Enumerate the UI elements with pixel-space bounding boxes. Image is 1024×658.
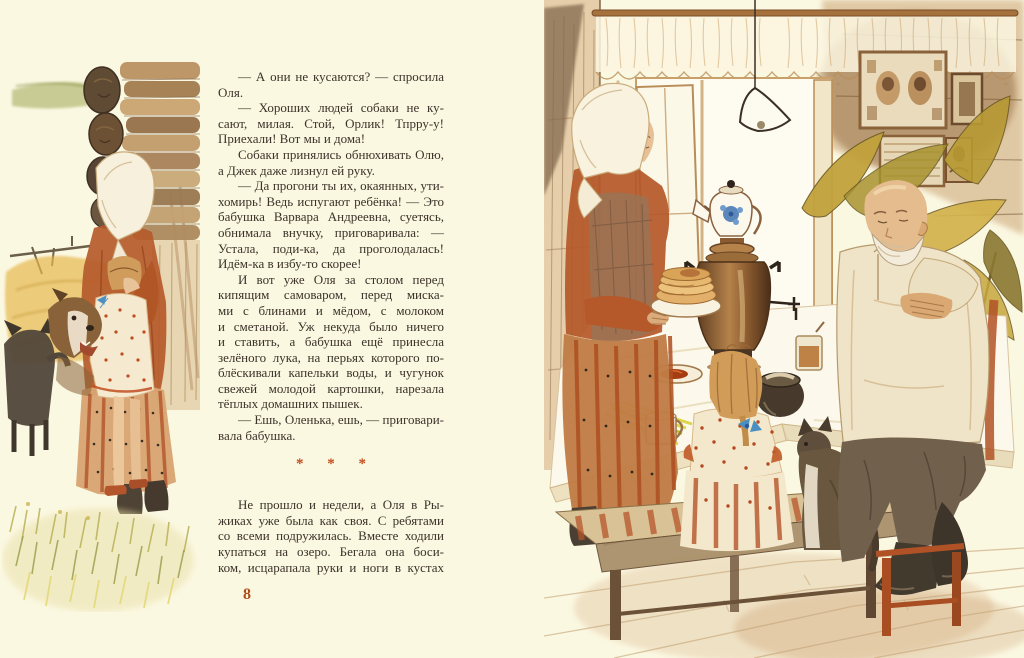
text-line: купаться на озеро. Бегала она боси-: [218, 544, 444, 560]
left-illustration: [2, 60, 202, 612]
text-line: ми с блинами и мёдом, с молоком: [218, 302, 444, 318]
text-line: Устала, поди-ка, да проголодалась!: [218, 240, 444, 256]
text-line: — А они не кусаются? — спросила: [238, 69, 444, 84]
text-line: обнимала внучку, приговаривала: —: [218, 224, 444, 240]
text-line: сают, милая. Стой, Орлик! Тпрру-у!: [218, 115, 444, 131]
text-line: бабушка Варвара Андреевна, суетясь,: [218, 209, 444, 225]
chair-back: [990, 300, 995, 460]
grass: [2, 502, 194, 612]
text-line: — Хороших людей собаки не ку-: [238, 100, 444, 116]
text-line: И вот уже Оля за столом перед: [238, 271, 444, 287]
right-illustration: [544, 0, 1024, 658]
text-line: тёплых домашних пышек.: [218, 396, 363, 412]
text-line: и сметаной. Уж некуда было ничего: [218, 318, 444, 334]
story-text: [218, 69, 444, 575]
text-line: Приехали! Вот мы и дома!: [218, 131, 366, 147]
text-line: Оля.: [218, 84, 244, 100]
text-line: хомирь! Ведь испугают ребёнка! — Это: [218, 193, 444, 209]
section-separator: * * *: [296, 456, 376, 473]
text-line: со всеми подружилась. Вместе ходили: [218, 528, 444, 544]
text-line: Не прошло и недели, а Оля в Ры-: [238, 497, 444, 513]
text-line: кипящим самоваром, перед миска-: [218, 287, 444, 303]
text-line: а Джек даже лизнул ей руку.: [218, 162, 375, 178]
text-line: — Ешь, Оленька, ешь, — приговари-: [238, 412, 444, 428]
text-line: зелёного лука, на перьях которого по-: [218, 349, 444, 365]
page-number: 8: [243, 586, 251, 603]
text-line: жиках уже была как своя. С ребятами: [218, 512, 444, 528]
text-line: свежей молодой картошки, нарезала: [218, 380, 444, 396]
text-line: Идём-ка в избу-то скорее!: [218, 256, 362, 272]
text-line: — Да прогони ты их, окаянных, ути-: [238, 178, 444, 194]
text-line: блёскивали капельки воды, и чугунок: [218, 365, 444, 381]
text-line: Собаки принялись обнюхивать Олю,: [238, 146, 444, 162]
text-line: ком, исцарапала руки и ноги в кустах: [218, 559, 444, 575]
curtain-rod: [592, 10, 1018, 16]
text-line: вала бабушка.: [218, 427, 296, 443]
text-line: и ставить, а бабушка ещё принесла: [218, 334, 444, 350]
